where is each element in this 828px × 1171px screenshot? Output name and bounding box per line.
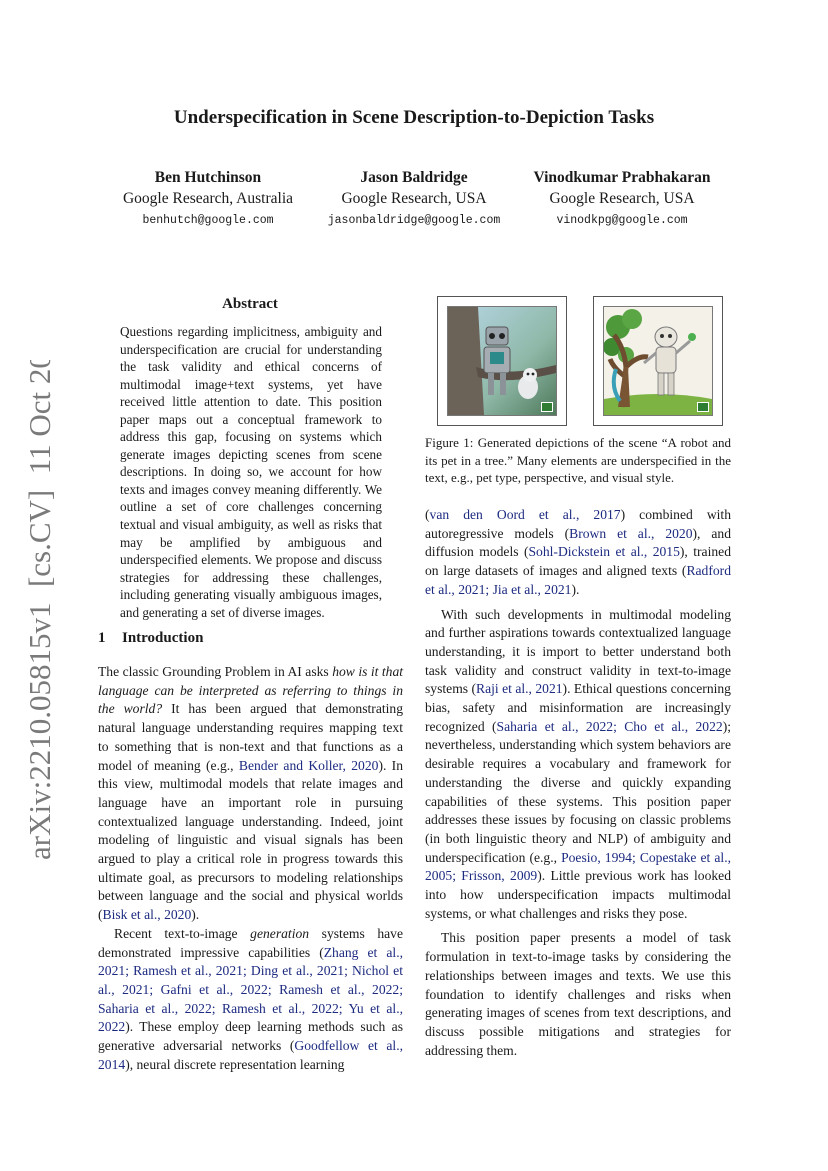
robot-illustration-image <box>603 306 713 416</box>
citation-link[interactable]: van den Oord et al., 2017 <box>429 507 621 522</box>
citation-link[interactable]: Poesio, 1994; Copestake et al., 2005; Frisson, 2009 <box>425 849 731 884</box>
citation-link[interactable]: Goodfellow et al., 2014 <box>98 1038 403 1072</box>
right-paragraph-1: (van den Oord et al., 2017) combined with autoregressive models (Brown et al., 2020), and diffusion models (Sohl-Dickstein et al., 2015), trained on large datasets of images and aligned texts (Radford et al., 2021; Jia et al., 2021). <box>425 507 732 597</box>
citation-link[interactable]: Bender and Koller, 2020 <box>238 757 379 773</box>
paper-title: Underspecification in Scene Description-to-Depiction Tasks <box>173 107 655 128</box>
watermark-badge <box>697 402 709 412</box>
left-column <box>98 663 403 1074</box>
citation-link[interactable]: Brown et al., 2020 <box>569 525 693 541</box>
author-name: Jason Baldridge <box>360 169 468 186</box>
author-email[interactable]: jasonbaldridge@google.com <box>327 214 501 227</box>
right-column <box>425 506 731 1060</box>
citation-link[interactable]: Saharia et al., 2022; Cho et al., 2022 <box>496 718 723 734</box>
arxiv-sidebar <box>2 360 74 870</box>
robot-photo-image <box>447 306 557 416</box>
section-title: Introduction <box>122 630 204 646</box>
author-2 <box>294 168 534 232</box>
citation-link[interactable]: Sohl-Dickstein et al., 2015 <box>528 544 680 560</box>
right-paragraph-3: This position paper presents a model of task formulation in text-to-image tasks by considering the relationships between images and texts. We use this foundation to identify challenges and risks when generating images of scenes from text descriptions, and discuss possible mitigations and strategies for addressing them. <box>425 930 731 1058</box>
author-affiliation: Google Research, Australia <box>122 190 293 207</box>
abstract-text: Questions regarding implicitness, ambiguity and underspecification are crucial for understanding the task validity and ethical concerns of multimodal image+text systems, yet have received little attention to date. This position paper maps out a conceptual framework to address this gap, focusing on systems which generate images depicting scenes from scene descriptions. In doing so, we account for how texts and images convey meaning differently. We outline a set of core challenges concerning textual and visual ambiguity, as well as risks that may be amplified by ambiguous and underspecified elements. We propose and discuss strategies for addressing these challenges, including generating visually ambiguous images, and generating a set of diverse images. <box>120 324 382 620</box>
arxiv-identifier: arXiv:2210.05815v1 [cs.CV] 11 Oct 2022 <box>22 360 57 860</box>
citation-link[interactable]: Bisk et al., 2020 <box>102 907 192 923</box>
author-affiliation: Google Research, USA <box>341 190 487 207</box>
author-1 <box>88 168 328 232</box>
figure-caption: Figure 1: Generated depictions of the scene “A robot and its pet in a tree.” Many elements are underspecified in the text, e.g., pet type, perspective, and visual style. <box>425 435 731 485</box>
author-email[interactable]: benhutch@google.com <box>142 214 274 227</box>
figure-image-1 <box>437 296 567 426</box>
author-3 <box>502 168 742 232</box>
citation-link[interactable]: Raji et al., 2021 <box>476 681 563 697</box>
author-name: Ben Hutchinson <box>154 169 262 186</box>
right-paragraph-2: With such developments in multimodal modeling and further aspirations towards contextualized language understanding, it is import to better understand both task validity and construct validity in text-to-image systems (Raji et al., 2021). Ethical questions concerning bias, safety and misinformation are increasingly recognized (Saharia et al., 2022; Cho et al., 2022); nevertheless, understanding which system behaviors are desirable requires a vocabulary and framework for understanding the diverse and quickly expanding capabilities of these systems. This position paper addresses these issues by focusing on classic problems (in both linguistic theory and NLP) of ambiguity and underspecification (e.g., Poesio, 1994; Copestake et al., 2005; Frisson, 2009). Little previous work has looked into how underspecification impacts multimodal systems, or what challenges and risks they pose. <box>425 606 732 921</box>
intro-paragraph-1: The classic Grounding Problem in AI asks how is it that language can be interpreted as referring to things in the world? It has been argued that demonstrating natural language understanding requires mapping text to something that is non-text and that functions as a model of meaning (e.g., Bender and Koller, 2020). In this view, multimodal models that relate images and language have an important role in pursuing contextualized language understanding. Indeed, joint modeling of linguistic and visual signals has been argued to play a critical role in progress towards this ultimate goal, as precursors to modeling relationships between language and the social and physical worlds (Bisk et al., 2020). <box>98 664 404 923</box>
author-affiliation: Google Research, USA <box>549 190 695 207</box>
section-heading <box>98 630 203 647</box>
watermark-badge <box>541 402 553 412</box>
figure-image-2 <box>593 296 723 426</box>
citation-link[interactable]: Radford et al., 2021; Jia et al., 2021 <box>425 563 731 597</box>
abstract-heading: Abstract <box>222 296 278 312</box>
author-email[interactable]: vinodkpg@google.com <box>556 214 688 227</box>
intro-paragraph-2: Recent text-to-image generation systems have demonstrated impressive capabilities (Zhang et al., 2021; Ramesh et al., 2021; Ding et al., 2021; Nichol et al., 2021; Gafni et al., 2022; Ramesh et al., 2022; Saharia et al., 2022; Ramesh et al., 2022; Yu et al., 2022). These employ deep learning methods such as generative adversarial networks (Goodfellow et al., 2014), neural discrete representation learning <box>98 925 403 1072</box>
citation-link[interactable]: Zhang et al., 2021; Ramesh et al., 2021; Ding et al., 2021; Nichol et al., 2021; Gafni et al., 2022; Ramesh et al., 2022; Saharia et al., 2022; Ramesh et al., 2022; Yu et al., 2022 <box>98 944 403 1035</box>
author-name: Vinodkumar Prabhakaran <box>533 169 711 186</box>
section-number: 1 <box>98 630 106 646</box>
